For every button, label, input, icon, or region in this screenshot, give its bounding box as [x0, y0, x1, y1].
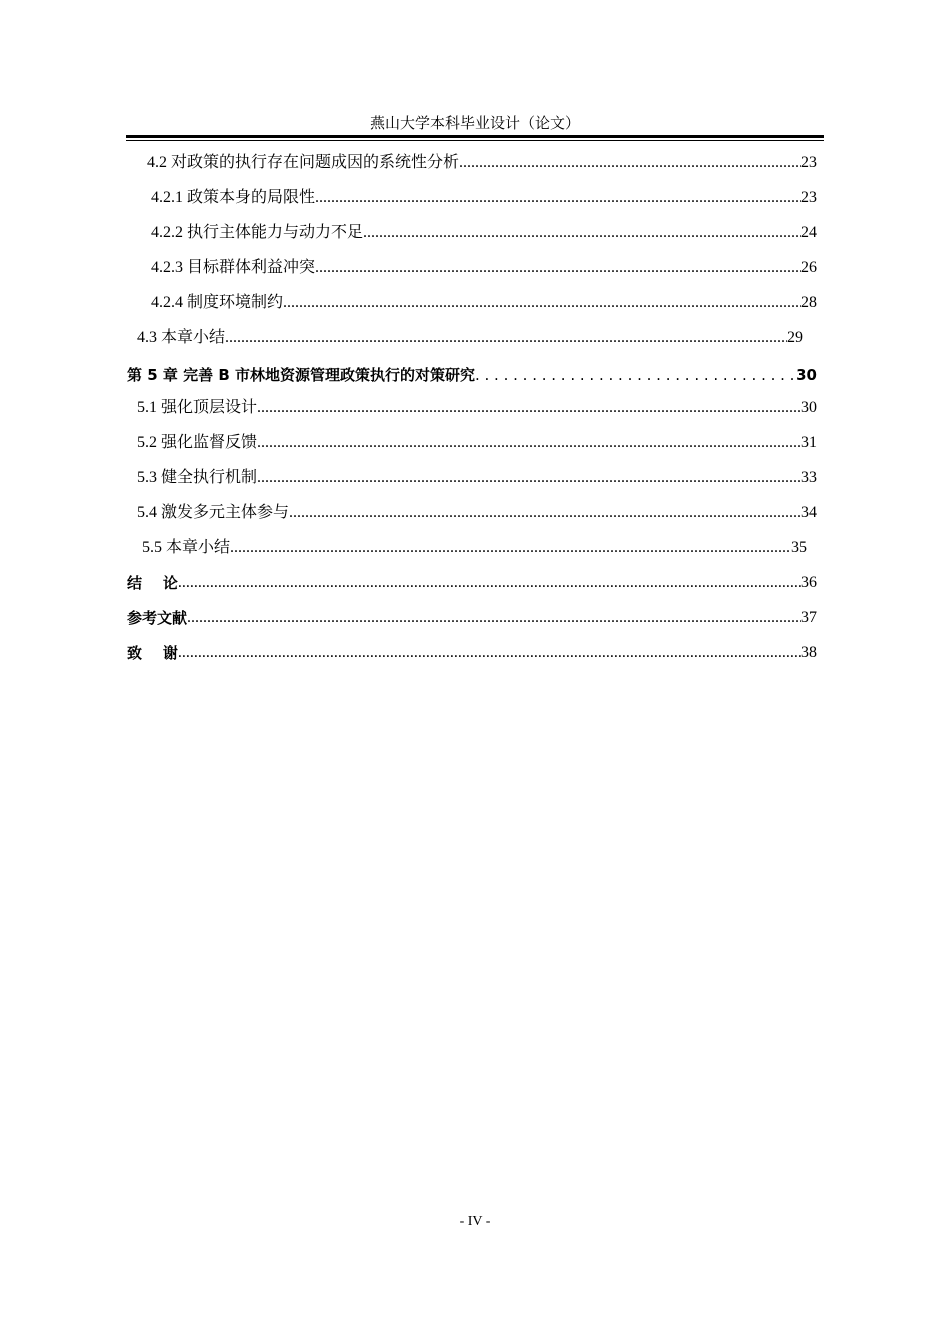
toc-leader-dots [283, 291, 801, 315]
toc-entry-acknowledgements[interactable] [127, 641, 817, 665]
toc-entry-page: 26 [801, 259, 817, 276]
toc-entry-title: 5.3 健全执行机制 [137, 469, 258, 486]
toc-leader-dots [230, 536, 791, 560]
toc-entry-page: 34 [801, 504, 817, 521]
toc-entry-4-2-2[interactable] [151, 221, 817, 245]
toc-entry-title: 5.1 强化顶层设计 [137, 399, 258, 416]
toc-entry-page: 36 [801, 574, 817, 591]
toc-entry-title: 4.3 本章小结 [137, 329, 226, 346]
toc-entry-page: 38 [801, 644, 817, 661]
toc-entry-page: 31 [801, 434, 817, 451]
toc-leader-dots [257, 466, 801, 490]
toc-entry-page: 23 [801, 154, 817, 171]
toc-leader-dots [225, 326, 787, 350]
toc-entry-4-2-4[interactable] [151, 291, 817, 315]
toc-entry-page: 33 [801, 469, 817, 486]
toc-leader-dots [178, 641, 801, 665]
toc-leader-dots [289, 501, 801, 525]
header-rule-thin [126, 140, 824, 141]
toc-entry-title: 结 论 [127, 574, 178, 592]
toc-entry-5-5[interactable] [142, 536, 807, 560]
toc-entry-4-2-3[interactable] [151, 256, 817, 280]
toc-entry-title: 4.2.4 制度环境制约 [151, 294, 284, 311]
toc-leader-dots [178, 571, 801, 595]
page-number: - IV - [459, 1214, 491, 1229]
toc-entry-4-2[interactable] [147, 151, 817, 175]
toc-entry-4-2-1[interactable] [151, 186, 817, 210]
toc-entry-page: 24 [801, 224, 817, 241]
toc-entry-title: 4.2 对政策的执行存在问题成因的系统性分析 [147, 154, 460, 171]
toc-leader-dots [257, 431, 801, 455]
toc-entry-page: 28 [801, 294, 817, 311]
toc-entry-title: 参考文献 [127, 609, 188, 627]
toc-leader-dots [315, 186, 801, 210]
toc-entry-page: 30 [796, 366, 817, 384]
toc-entry-4-3[interactable] [137, 326, 803, 350]
toc-entry-references[interactable] [127, 606, 817, 630]
toc-entry-title: 5.2 强化监督反馈 [137, 434, 258, 451]
toc-entry-title: 5.5 本章小结 [142, 539, 231, 556]
toc-entry-chapter-5[interactable] [127, 363, 817, 387]
toc-leader-dots [187, 606, 801, 630]
toc-entry-title: 4.2.3 目标群体利益冲突 [151, 259, 316, 276]
toc-entry-5-4[interactable] [137, 501, 817, 525]
toc-entry-title: 4.2.2 执行主体能力与动力不足 [151, 224, 364, 241]
toc-leader-dots [257, 396, 801, 420]
toc-leader-dots [315, 256, 801, 280]
page-header: 燕山大学本科毕业设计（论文） [369, 116, 580, 132]
toc-entry-title: 第 5 章 完善 B 市林地资源管理政策执行的对策研究 [127, 366, 475, 384]
toc-entry-title: 致 谢 [127, 644, 178, 662]
toc-entry-title: 4.2.1 政策本身的局限性 [151, 189, 316, 206]
toc-entry-page: 23 [801, 189, 817, 206]
toc-entry-page: 35 [791, 539, 807, 556]
toc-entry-conclusion[interactable] [127, 571, 817, 595]
toc-entry-page: 30 [801, 399, 817, 416]
toc-entry-5-1[interactable] [137, 396, 817, 420]
toc-leader-dots [459, 151, 801, 175]
toc-entry-page: 29 [787, 329, 803, 346]
toc-entry-5-2[interactable] [137, 431, 817, 455]
header-rule-thick [126, 135, 824, 138]
toc-leader-dots [363, 221, 801, 245]
toc-leader-dots [475, 363, 796, 387]
toc-entry-page: 37 [801, 609, 817, 626]
toc-entry-title: 5.4 激发多元主体参与 [137, 504, 290, 521]
toc-entry-5-3[interactable] [137, 466, 817, 490]
